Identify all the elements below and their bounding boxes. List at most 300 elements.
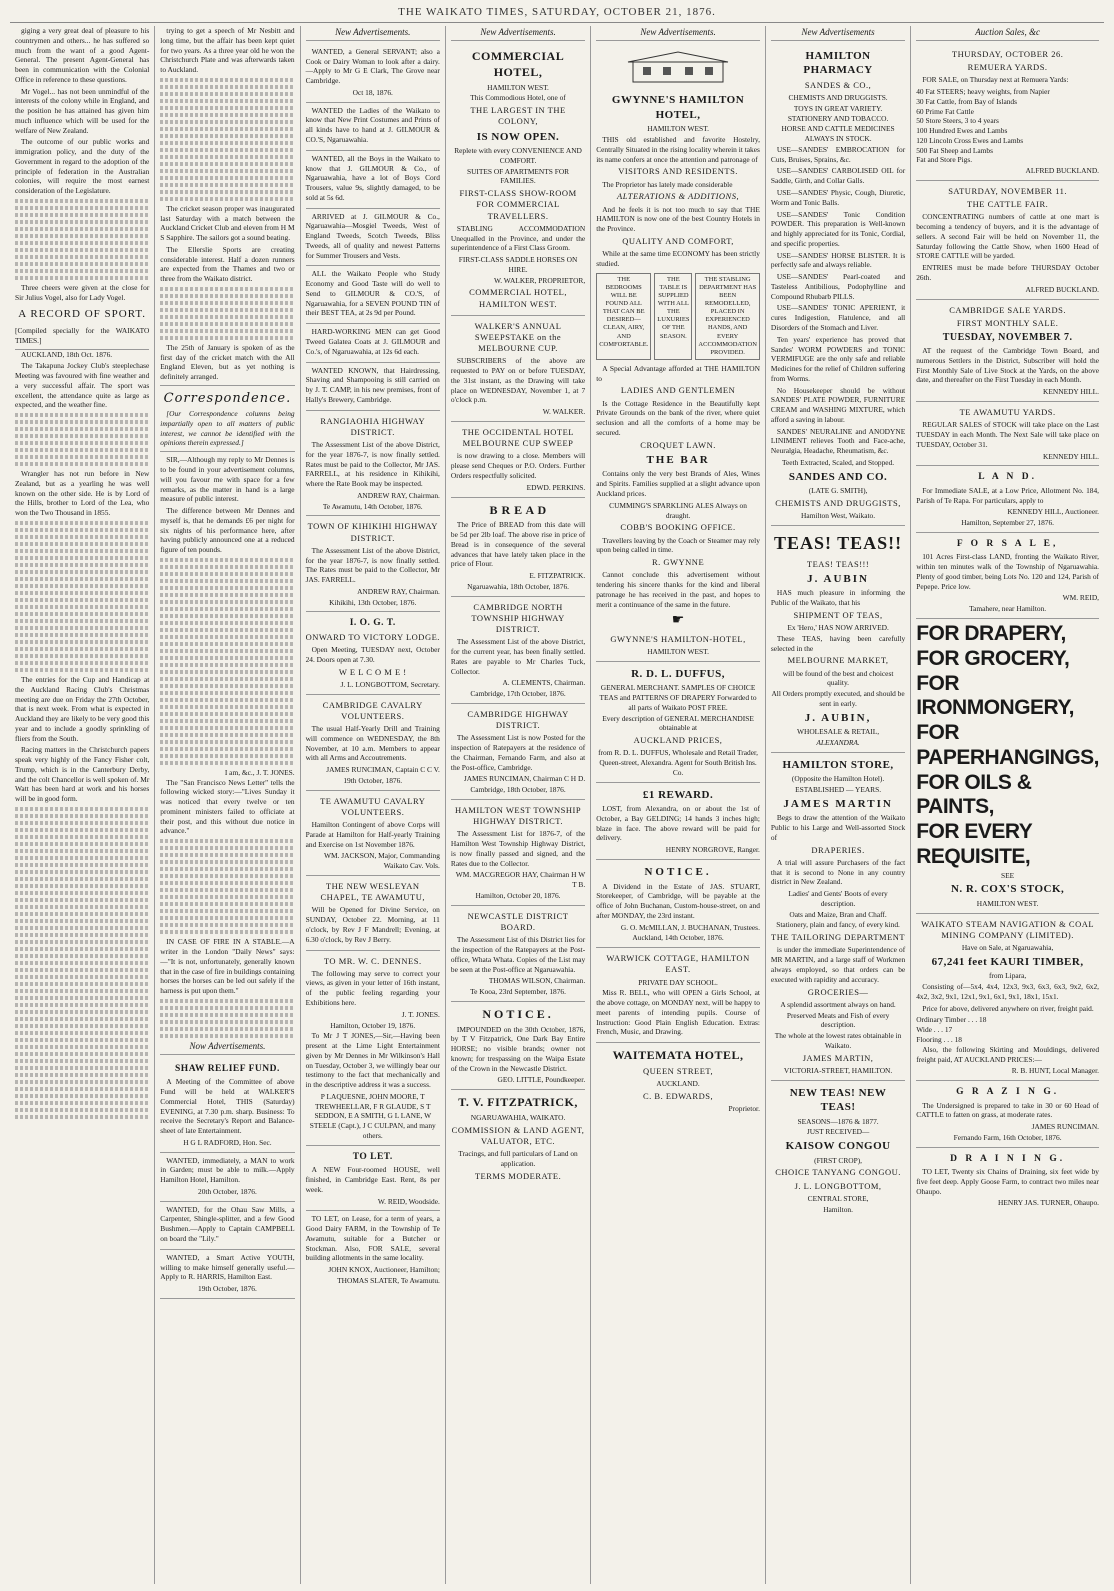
ad-hamilton-west-highway xyxy=(451,800,585,906)
ad-subtitle: HAMILTON WEST. xyxy=(647,124,709,134)
ad-line: AUCKLAND. xyxy=(656,1079,700,1089)
ad-fitzpatrick xyxy=(451,1090,585,1187)
ad-signature: R. GWYNNE xyxy=(651,557,705,568)
divider xyxy=(160,385,294,386)
article-paragraph: giging a very great deal of pleasure to his countrymen and others... he has suffered so much from the want of a good Agent-General. The present Agent-General has been in communication with the Colonial Office in reference to these questions. xyxy=(15,26,150,84)
ad-title: NEW TEAS! NEW TEAS! xyxy=(789,1086,887,1114)
article-text-block xyxy=(160,839,294,934)
ad-use-item: USE—SANDES' EMBROCATION for Cuts, Bruises, Sprains, &c. xyxy=(770,144,906,164)
ad-line: A splendid assortment always on hand. xyxy=(780,999,896,1009)
ad-body: A NEW Four-roomed HOUSE, well finished, in Cambridge East. Rent, 8s per week. xyxy=(305,1165,440,1194)
ad-title: TO LET. xyxy=(352,1151,393,1162)
ad-date: Te Kooa, 23rd September, 1876. xyxy=(470,987,566,997)
article-paragraph: The Takapuna Jockey Club's steeplechase Meeting was favoured with fine weather and a very successful affair. The sport was excellent, the attendance quite as large as expected, and the weather fine. xyxy=(15,361,150,410)
ad-body: A Special Advantage afforded at THE HAMILTON to xyxy=(596,363,760,383)
ad-body: Consisting of—5x4, 4x4, 12x3, 9x3, 6x3, 6x3, 9x2, 6x2, 4x2, 3x2, 9x1, 12x1, 9x1, 6x1, 9x1, 18x1, 15x1. xyxy=(916,982,1100,1001)
ad-bread xyxy=(451,498,585,597)
ad-footer: HAMILTON WEST. xyxy=(647,647,709,657)
ad-title: SHAW RELIEF FUND. xyxy=(175,1063,280,1074)
big-headline: FOR GROCERY, xyxy=(916,646,1070,670)
ad-subtitle: ONWARD TO VICTORY LODGE. xyxy=(305,631,440,642)
ad-te-awamutu-yards xyxy=(916,402,1099,466)
big-headline: FOR OILS & PAINTS, xyxy=(916,770,1032,819)
ad-date: Oct 18, 1876. xyxy=(352,87,393,97)
ad-signature: ANDREW RAY, Chairman. xyxy=(357,586,440,596)
ad-body: No Housekeeper should be without SANDES' PLATE POWDER, FURNITURE CREAM and WASHING MIXTURE, which afford a saving in labour. xyxy=(770,385,906,424)
ad-body: LOST, from Alexandra, on or about the 1st of October, a Bay GELDING; 14 hands 3 inches high; blaze in face. The above reward will be paid for delivery. xyxy=(596,804,760,843)
correspondence-heading: Correspondence. xyxy=(163,391,292,407)
big-headline: FOR PAPERHANGINGS, xyxy=(916,721,1100,769)
ad-body: While at the same time ECONOMY has been strictly studied. xyxy=(596,249,760,268)
ad-line: MELBOURNE MARKET, xyxy=(787,655,889,666)
ad-date: Ngaruawahia, 18th October, 1876. xyxy=(467,581,569,591)
ad-signature: THOMAS WILSON, Chairman. xyxy=(488,976,586,986)
ad-body: WANTED, a Smart Active YOUTH, willing to make himself generally useful.—Apply to R. HARRIS, Hamilton East. xyxy=(160,1252,295,1282)
ad-line: FIRST-CLASS SHOW-ROOM FOR COMMERCIAL TRAVELLERS. xyxy=(459,188,577,221)
ad-title: COMMERCIAL HOTEL, xyxy=(471,48,565,79)
ad-body: The Assessment List of the above District, for the year 1876-7, is now finally settled. Rates must be paid to the Collector, Mr JAS. FARRELL, at his residence in Kihikihi, where the Rate Book may be inspected. xyxy=(305,440,440,489)
article-text-block xyxy=(160,999,294,1038)
article-paragraph: trying to get a speech of Mr Nesbitt and long time, but the affair has been kept quiet for two years. As a three year old he won the Christchurch Plate and was afterwards taken to Auckland. xyxy=(160,26,295,75)
ad-body: The Price of BREAD from this date will be 5d per 2lb loaf. The above rise in price of Bread is in consequence of the several advances that have lately taken place in the price of Flour. xyxy=(450,520,586,569)
ad-line: ESTABLISHED — YEARS. xyxy=(795,785,882,795)
ad-line: CROQUET LAWN. xyxy=(640,439,716,450)
ad-line: Ladies' and Gents' Boots of every description. xyxy=(788,889,888,908)
article-text-block xyxy=(160,78,294,201)
ad-line: CUMMING'S SPARKLING ALES Always on draught. xyxy=(609,500,747,520)
article-text-block xyxy=(15,199,149,280)
ad-signature: GEO. LITTLE, Poundkeeper. xyxy=(497,1075,586,1085)
ad-line: SEE xyxy=(1001,870,1015,880)
ad-line: LADIES AND GENTLEMEN xyxy=(620,385,736,396)
ad-signature: G. O. McMILLAN, J. BUCHANAN, Trustees. xyxy=(620,922,760,932)
ad-gilmour-trousers xyxy=(306,151,440,209)
ad-body: The following may serve to correct your views, as given in your letter of 16th instant, of the public feeling regarding your Exhibitions here. xyxy=(305,968,440,1008)
ad-signature: EDWD. PERKINS. xyxy=(526,482,586,492)
ad-name: J. AUBIN xyxy=(807,572,869,585)
list-item: 60 Prime Fat Cattle xyxy=(916,106,974,116)
building-engraving-icon xyxy=(596,50,760,90)
ad-signature: A. CLEMENTS, Chairman. xyxy=(502,678,586,688)
ad-line: JUST RECEIVED— xyxy=(806,1127,870,1137)
ad-signature: KENNEDY HILL. xyxy=(1043,387,1100,397)
ad-duffus xyxy=(596,662,760,783)
ad-newcastle-board xyxy=(451,906,585,1002)
ad-line: Oats and Maize, Bran and Chaff. xyxy=(789,909,887,919)
ad-body: A Dividend in the Estate of JAS. STUART, Storekeeper, of Cambridge, will be payable at the office of John Buchanan, Custom-house-street, on and after MONDAY, the 23rd instant. xyxy=(596,881,760,920)
ad-body: To Mr J T JONES,—Sir,—Having been present at the Lime Light Entertainment given by Mr Dennes in Mr Wilkinson's Hall on Tuesday, October 3, we willingly bear our testimony to the fact that mechanically and in the descriptive address it was a success. xyxy=(305,1031,440,1090)
ad-body: The Assessment List of this District lies for the inspection of the Ratepayers at the Post-office, Whata Whata. Copies of the List may be seen at the Post-office at Ngaruawahia. xyxy=(450,935,586,974)
article-paragraph: The outcome of our public works and immigration policy, and the duty of the Government in regard to the adoption of the principle of federation in the Australian colonies, will require the most earnest consideration of the Legislature. xyxy=(15,137,150,196)
section-heading: Auction Sales, &c xyxy=(916,27,1099,41)
ad-line: Have on Sale, at Ngaruawahia, xyxy=(961,943,1054,953)
ad-line: This Commodious Hotel, one of xyxy=(470,93,566,103)
column-3 xyxy=(301,26,446,1584)
ad-title: B R E A D xyxy=(489,502,547,517)
ad-cambridge-sale-yards xyxy=(916,300,1099,402)
column-2 xyxy=(155,26,300,1584)
ad-date: Cambridge, 17th October, 1876. xyxy=(470,689,566,699)
ad-wanted-man xyxy=(160,1153,294,1202)
ad-hamilton-pharmacy xyxy=(771,44,905,526)
ad-signature: WM. JACKSON, Major, Commanding Waikato Cav. Vols. xyxy=(323,851,440,871)
ad-title: CAMBRIDGE HIGHWAY DISTRICT. xyxy=(467,708,569,731)
letter-paragraph: SIR,—Although my reply to Mr Dennes is to be found in your advertisement columns, will you favour me with space for a few remarks, as the matter in hand is a large measure of public interest. xyxy=(160,455,295,504)
ad-title: HAMILTON WEST TOWNSHIP HIGHWAY DISTRICT. xyxy=(455,804,582,827)
ad-line: FIRST-CLASS SADDLE HORSES ON HIRE. xyxy=(458,255,578,274)
ad-body: HARD-WORKING MEN can get Good Tweed Galatea Coats at J. GILMOUR and Co.'s, of Ngaruawahia, at 12s 6d each. xyxy=(305,327,440,356)
ad-occidental-sweep xyxy=(451,422,585,498)
ad-date: 19th October, 1876. xyxy=(343,775,403,785)
ad-subtitle: TEAS! TEAS!!! xyxy=(806,558,870,569)
ad-line: SUITES OF APARTMENTS FOR FAMILIES. xyxy=(466,166,570,186)
ad-line: ALTERATIONS & ADDITIONS, xyxy=(617,191,740,202)
column-1 xyxy=(10,26,155,1584)
ad-body: Travellers leaving by the Coach or Steamer may rely upon being called in time. xyxy=(596,535,760,555)
ad-wanted-servant xyxy=(306,44,440,103)
ad-date: THURSDAY, OCTOBER 26. xyxy=(951,48,1064,59)
ad-subtitle: NGARUAWAHIA, WAIKATO. xyxy=(470,1113,566,1123)
ad-cambridge-highway xyxy=(451,704,585,800)
ad-body: REGULAR SALES of STOCK will take place on the Last TUESDAY in each Month. The Next Sale will take place on TUESDAY, October 31. xyxy=(916,420,1100,449)
ad-new-teas xyxy=(771,1081,905,1219)
ad-footer: GWYNNE'S HAMILTON-HOTEL, xyxy=(610,633,746,644)
column-6 xyxy=(766,26,911,1584)
ad-body: Begs to draw the attention of the Waikato Public to his Large and Well-assorted Stock of xyxy=(770,813,906,842)
ad-line: Ordinary Timber . . . 18 xyxy=(916,1015,987,1025)
ad-body: The Assessment List is now Posted for the inspection of Ratepayers at the residence of the Chairman, Fernando Farm, and also at the Post-office, Cambridge. xyxy=(450,733,586,772)
ad-name: JAMES MARTIN xyxy=(783,797,893,810)
ad-signature: Proprietor. xyxy=(728,1104,760,1114)
ad-title: HAMILTON PHARMACY xyxy=(803,49,873,77)
ad-welcome: W E L C O M E ! xyxy=(338,666,407,677)
ad-line: Teeth Extracted, Scaled, and Stopped. xyxy=(781,457,895,467)
ad-body: WANTED, immediately, a MAN to work in Garden; must be able to milk.—Apply Hamilton Hotel, Hamilton. xyxy=(160,1155,295,1185)
section-heading: New Advertisements xyxy=(771,27,905,41)
ad-body: TO LET, Twenty six Chains of Draining, six feet wide by five feet deep. Apply Goose Farm, to contract two miles near Ohaupo. xyxy=(916,1167,1100,1196)
ad-signature: ALFRED BUCKLAND. xyxy=(1025,284,1100,294)
ad-body: SUBSCRIBERS of the above are requested to PAY on or before TUESDAY, the 31st instant, as the Drawing will take place on WEDNESDAY, November 1, at 7 o'clock p.m. xyxy=(450,356,586,405)
ad-signature: WM. REID, xyxy=(1062,593,1100,603)
ad-signature: Hamilton. xyxy=(823,1204,853,1214)
ad-to-let-farm xyxy=(306,1211,440,1289)
ad-use-item: USE—SANDES' CARBOLISED OIL for Saddle, Girth, and Collar Galls. xyxy=(770,166,906,186)
ad-waitemata-hotel xyxy=(596,1043,760,1118)
ad-signature: HENRY NORGROVE, Ranger. xyxy=(665,845,760,855)
ad-title: TO MR. W. C. DENNES. xyxy=(323,955,422,966)
ad-line: AUCKLAND PRICES, xyxy=(633,735,723,746)
ad-line: Ex 'Hero,' HAS NOW ARRIVED. xyxy=(787,623,889,633)
ad-land xyxy=(916,466,1099,533)
ad-signature: J. AUBIN, xyxy=(804,711,872,724)
ad-body: GENERAL MERCHANT. SAMPLES OF CHOICE TEAS and PATTERNS OF DRAPERY Forwarded to all parts of Waikato POST FREE. xyxy=(599,683,757,712)
ad-signature: VICTORIA-STREET, HAMILTON. xyxy=(783,1065,893,1075)
ad-signature: KENNEDY HILL. xyxy=(1043,451,1100,461)
ad-body: is now drawing to a close. Members will please send Cheques or P.O. Orders. Further Orders respectfully solicited. xyxy=(450,451,586,480)
ad-body: Cannot conclude this advertisement without tendering his sincere thanks for the kind and liberal patronage he has received in the past, and hopes to merit a continuance of the same in the future. xyxy=(596,570,760,609)
ad-aubin-teas xyxy=(771,526,905,753)
ad-line: THE TAILORING DEPARTMENT xyxy=(771,932,906,943)
ad-date: Te Awamutu, 14th October, 1876. xyxy=(322,501,423,511)
ad-signature: W. WALKER, PROPRIETOR, xyxy=(493,275,586,285)
ad-subtitle: FIRST MONTHLY SALE. xyxy=(956,317,1059,328)
ad-use-item: USE—SANDES' TONIC APERIENT, it cures Indigestion, Flatulence, and all Disorders of the Stomach and Liver. xyxy=(770,303,906,332)
ad-title: NEWCASTLE DISTRICT BOARD. xyxy=(467,910,569,932)
ad-wanted-youth xyxy=(160,1250,294,1299)
ad-body: Contains only the very best Brands of Ales, Wines and Spirits. Families supplied at a slight advance upon Auckland prices. xyxy=(596,469,760,499)
ad-body: Will be Opened for Divine Service, on SUNDAY, October 22. Morning, at 11 o'clock, by Rev J F Mandrell; Evening, at 6.30 o'clock, by Rev J Berry. xyxy=(305,905,440,944)
ad-body: The usual Half-Yearly Drill and Training will commence on WEDNESDAY, the 8th November, at 10 a.m. Members to appear with all Arms and Accoutrements. xyxy=(305,724,440,763)
ad-line: Tracings, and full particulars of Land on application. xyxy=(458,1149,578,1169)
ad-hairdressing xyxy=(306,363,440,411)
ad-line: COBB'S BOOKING OFFICE. xyxy=(620,522,736,533)
ad-body: Hamilton Contingent of above Corps will Parade at Hamilton for Half-yearly Training and Exercise on 1st November 1876. xyxy=(305,820,440,849)
ad-line: DRAPERIES. xyxy=(811,844,865,855)
ad-body: ALL the Waikato People who Study Economy and Good Taste will do well to Send to GILMOUR & CO.'S, of Ngaruawahia, for a SEVEN POUND TIN of their BEST TEA, at 2s 9d per Pound. xyxy=(305,269,440,318)
ad-line: TOYS IN GREAT VARIETY. STATIONERY AND TOBACCO. xyxy=(787,103,889,123)
ad-date: Fernando Farm, 16th October, 1876. xyxy=(953,1132,1062,1142)
article-paragraph: The "San Francisco News Letter" tells the following wicked story:—"Lives Sunday it was noticed that every twelve or ten prominent ministers failed to officiate at their post, and this without due notice in advance." xyxy=(160,777,295,836)
ad-title: CAMBRIDGE SALE YARDS. xyxy=(949,304,1066,315)
ad-title: CAMBRIDGE CAVALRY VOLUNTEERS. xyxy=(322,699,423,721)
list-item: 500 Fat Sheep and Lambs xyxy=(916,145,993,155)
ad-title: THE CATTLE FAIR. xyxy=(966,199,1049,210)
ad-line: SEASONS—1876 & 1877. xyxy=(797,1116,879,1126)
ad-body: For Immediate SALE, at a Low Price, Allotment No. 184, Parish of Te Rapa. For particulars, apply to xyxy=(916,485,1100,505)
big-headline: FOR EVERY REQUISITE, xyxy=(916,820,1032,868)
ad-title: R. D. L. DUFFUS, xyxy=(631,667,725,680)
ad-walkers-sweepstake xyxy=(451,316,585,422)
ad-te-awamutu-cavalry xyxy=(306,791,440,876)
column-7 xyxy=(911,26,1104,1584)
ad-names: P LAQUESNE, JOHN MOORE, T TREWHEELLAR, F R GLAUDE, S T SEDDON, E A SMITH, G L LANE, W STEELE (Capt.), J C CULPAN, and many others. xyxy=(309,1091,436,1140)
ad-hamilton-store xyxy=(771,753,905,1081)
ad-subtitle: (Opposite the Hamilton Hotel). xyxy=(791,774,885,784)
ad-date: Hamilton, October 20, 1876. xyxy=(475,891,561,901)
feature-table: THE TABLE IS SUPPLIED WITH ALL THE LUXURIES OF THE SEASON. xyxy=(654,273,692,360)
ad-body: The Assessment List of the above District, for the current year, has been finally settled. Rates are payable to Mr Charles Tuck, Collector. xyxy=(450,637,586,676)
ad-line: GROCERIES— xyxy=(807,986,869,997)
ad-to-dennes xyxy=(306,951,440,1146)
ad-body: SANDES' NEURALINE and ANODYNE LINIMENT relieves Tooth and Face-ache, Neuralgia, Headache, Rheumatism, &c. xyxy=(770,426,906,456)
masthead-rule xyxy=(10,22,1104,23)
ad-cambridge-cavalry xyxy=(306,695,440,791)
ad-gilmour-coats xyxy=(306,324,440,362)
ad-signature: C. B. EDWARDS, xyxy=(643,1090,714,1101)
ad-line: COMMISSION & LAND AGENT, VALUATOR, ETC. xyxy=(451,1124,585,1147)
ad-wanted-carpenter xyxy=(160,1202,294,1250)
ad-body: Every description of GENERAL MERCHANDISE obtainable at xyxy=(602,713,754,733)
ad-body: The Proprietor has lately made considerable xyxy=(602,179,733,189)
ad-title: T. V. FITZPATRICK, xyxy=(458,1095,578,1110)
letter-signature: I am, &c., J. T. JONES. xyxy=(224,767,295,777)
ad-line: HAMILTON WEST. xyxy=(976,898,1039,908)
ad-date: Hamilton, September 27, 1876. xyxy=(961,518,1054,528)
article-paragraph: Racing matters in the Christchurch papers speak very highly of the Fancy Fisher colt, Trump, which is in the Canterbury Derby, and the colt Chancellor is well spoken of. Mr Watt has been hard at work and his horses will be in good form. xyxy=(15,745,150,804)
article-paragraph: Mr Vogel... has not been unmindful of the interests of the colony while in England, and the position he has attained has given him much influence which will be used for the welfare of New Zealand. xyxy=(15,86,150,135)
ad-signature: WM. MACGREGOR HAY, Chairman H W T B. xyxy=(455,870,586,890)
ad-use-item: USE—SANDES' Tonic Condition POWDER. This preparation is Well-known and highly appreciated for its Tonic, Cordial, and specific properties. xyxy=(770,209,906,248)
ad-dividend-notice xyxy=(596,860,760,948)
ad-body: HAS much pleasure in informing the Public of the Waikato, that his xyxy=(770,588,906,608)
ad-body: Ten years' experience has proved that Sandes' WORM POWDERS and TONIC VERMIFUGE are the only safe and reliable Medicines for the relief of Children suffering from Worms. xyxy=(770,334,906,383)
ad-body: Open Meeting, TUESDAY next, October 24. Doors open at 7.30. xyxy=(305,645,440,664)
ad-list xyxy=(916,87,1099,165)
ad-shaw-relief xyxy=(160,1058,294,1153)
ad-title: TE AWAMUTU CAVALRY VOLUNTEERS. xyxy=(320,795,426,817)
list-item: Fat and Store Pigs. xyxy=(916,155,973,165)
ad-title: G R A Z I N G. xyxy=(956,1087,1060,1098)
ad-title: NOTICE. xyxy=(482,1006,554,1021)
ad-line: HORSE AND CATTLE MEDICINES ALWAYS IN STOCK. xyxy=(781,124,895,144)
ad-line: TERMS MODERATE. xyxy=(474,1170,562,1181)
ad-title: £1 REWARD. xyxy=(642,788,714,801)
feature-stabling: THE STABLING DEPARTMENT HAS BEEN REMODELLED, PLACED IN EXPERIENCED HANDS, AND EVERY ACCOMMODATION PROVIDED. xyxy=(695,273,760,360)
ad-date: 20th October, 1876. xyxy=(198,1186,257,1196)
ad-line: will be found of the best and choicest quality. xyxy=(782,668,894,688)
list-item: 100 Hundred Ewes and Lambs xyxy=(916,126,1008,136)
ad-line: CHOICE TANYANG CONGOU. xyxy=(775,1167,901,1178)
big-headline: FOR DRAPERY, xyxy=(916,621,1066,645)
ad-line: Flooring . . . 18 xyxy=(916,1035,963,1044)
ad-body: TO LET, on Lease, for a term of years, a Good Dairy FARM, in the Township of Te Awamutu, suitable for a Butcher or Stockman. Also, FOR SALE, several building allotments in the same locality. xyxy=(305,1214,440,1263)
ad-line: 67,241 feet KAURI TIMBER, xyxy=(931,955,1084,968)
ad-body: And he feels it is not too much to say that THE HAMILTON is now one of the best Country Hotels in the Province. xyxy=(596,204,760,234)
ad-remuera-yards xyxy=(916,44,1099,181)
ad-rangiaohia-highway xyxy=(306,411,440,517)
ad-signature: W. WALKER. xyxy=(542,407,586,417)
ad-body: A trial will assure Purchasers of the fact that it is second to None in any country district in New Zealand. xyxy=(770,857,906,887)
ad-line: Hamilton West, Waikato. xyxy=(801,511,876,521)
ad-line: All Orders promptly executed, and should be sent in early. xyxy=(771,689,905,708)
ad-date: Cambridge, 18th October, 1876. xyxy=(470,785,566,795)
ad-title: N. R. COX'S STOCK, xyxy=(950,883,1065,896)
ad-line: from Lipara, xyxy=(988,971,1027,981)
ad-title: THE NEW WESLEYAN CHAPEL, TE AWAMUTU, xyxy=(320,881,425,903)
ad-impounded-notice xyxy=(451,1002,585,1090)
ad-gwynnes-hotel xyxy=(596,44,760,662)
ad-title: WAIKATO STEAM NAVIGATION & COAL MINING COMPANY (LIMITED). xyxy=(921,918,1095,940)
ad-to-let-house xyxy=(306,1146,440,1212)
ad-date: TUESDAY, NOVEMBER 7. xyxy=(942,331,1073,343)
ad-body: Is the Cottage Residence in the Beautifully kept Private Grounds on the bank of the river, where quiet seclusion and all the comforts of a home may be secured. xyxy=(596,398,760,437)
ad-body: WANTED, for the Ohau Saw Mills, a Carpenter, Shingle-splitter, and a few Good Bushmen.—Apply to Captain CAMPBELL on board the "Lily." xyxy=(160,1204,295,1243)
ad-title: THE OCCIDENTAL HOTEL MELBOURNE CUP SWEEP xyxy=(462,427,574,449)
ad-line: (FIRST CROP), xyxy=(814,1155,863,1165)
ad-line: VISITORS AND RESIDENTS. xyxy=(618,166,738,177)
ad-subtitle: PRIVATE DAY SCHOOL. xyxy=(638,977,718,987)
ad-signature: E. FITZPATRICK. xyxy=(529,571,586,581)
ad-signature: W. REID, Woodside. xyxy=(377,1196,440,1206)
ad-gilmour-prints xyxy=(306,103,440,151)
ad-body: WANTED, a General SERVANT; also a Cook or Dairy Woman to look after a dairy.—Apply to Mr G E Clark, The Grove near Cambridge. xyxy=(305,46,440,86)
ad-body: The Assessment List for 1876-7, of the Hamilton West Township Highway District, is now finally passed and signed, and the Rates due to the Collector. xyxy=(450,829,586,868)
ad-cox-stock xyxy=(916,619,1099,914)
ad-kihikihi-highway xyxy=(306,516,440,612)
ad-cattle-fair xyxy=(916,181,1099,300)
article-paragraph: Three cheers were given at the close for Sir Julius Vogel, also for Lady Vogel. xyxy=(15,283,150,302)
list-item: 40 Fat STEERS; heavy weights, from Napier xyxy=(916,87,1050,97)
ad-title: WALKER'S ANNUAL SWEEPSTAKE on the MELBOURNE CUP. xyxy=(474,320,562,354)
columns xyxy=(10,26,1104,1584)
list-item: 50 Store Steers, 3 to 4 years xyxy=(916,116,999,126)
ad-signature: JOHN KNOX, Auctioneer, Hamilton; xyxy=(328,1265,440,1275)
big-headlines xyxy=(916,622,1099,870)
hand-pointer-icon: ☛ xyxy=(671,613,685,629)
ad-body: is under the immediate Superintendence of MR MARTIN, and a large staff of Workmen always employed, so that orders can be executed with rapidity and accuracy. xyxy=(770,945,906,984)
ad-wesleyan-chapel xyxy=(306,876,440,951)
ad-signature: JAMES MARTIN, xyxy=(802,1052,874,1063)
letter-paragraph: The difference between Mr Dennes and myself is, that he demands £6 per night for six nights of his performance here, after having publicly announced one at a reduced figure of ten pounds. xyxy=(160,506,295,555)
ad-grazing xyxy=(916,1081,1099,1148)
ad-line: (LATE G. SMITH), xyxy=(808,486,868,496)
ad-signature: THOMAS SLATER, Te Awamutu. xyxy=(337,1275,440,1285)
ad-body: These TEAS, having been carefully selected in the xyxy=(770,633,906,653)
column-5 xyxy=(591,26,766,1584)
ad-title: RANGIAOHIA HIGHWAY DISTRICT. xyxy=(320,415,426,437)
ad-line: WHOLESALE & RETAIL, xyxy=(797,727,880,737)
ad-signature: ANDREW RAY, Chairman. xyxy=(357,490,440,500)
article-paragraph: The cricket season proper was inaugurated last Saturday with a match between the Auckland Cricket Club and eleven from H M S Sapphire. The sailors got a sound beating. xyxy=(160,203,295,243)
letter-text-block xyxy=(160,558,294,765)
ad-line: THE BAR xyxy=(646,453,710,466)
ad-line: KAISOW CONGOU xyxy=(785,1140,891,1153)
ad-line: ALEXANDRA. xyxy=(816,738,860,748)
ad-title: F O R S A L E, xyxy=(956,538,1059,549)
ad-commercial-hotel xyxy=(451,44,585,316)
sport-heading: A RECORD OF SPORT. xyxy=(18,307,147,320)
ad-date: Hamilton, October 19, 1876. xyxy=(330,1020,416,1030)
ad-line: Stationery, plain and fancy, of every kind. xyxy=(776,920,900,930)
ad-signature: J. L. LONGBOTTOM, xyxy=(794,1180,882,1191)
ad-title: TE AWAMUTU YARDS. xyxy=(959,406,1056,417)
ad-line: CHEMISTS AND DRUGGISTS, xyxy=(775,497,901,508)
ad-steam-navigation xyxy=(916,914,1099,1081)
article-paragraph: Wrangler has not run before in New Zealand, but as a yearling he was well known on the other side. He is by Lord of the Hills, brother to Lord of the Lea, who won the Two Thousand in 1855. xyxy=(15,469,150,518)
column-4 xyxy=(446,26,591,1584)
ad-title: NOTICE. xyxy=(644,866,712,878)
ad-line: Wide . . . 17 xyxy=(916,1025,953,1035)
ad-date: 19th October, 1876. xyxy=(198,1284,257,1294)
ad-signature: KENNEDY HILL, Auctioneer. xyxy=(1007,507,1100,517)
article-paragraph: The Ellerslie Sports are creating considerable interest. Half a dozen runners are expected from the Thames and two or three from the Waikato district. xyxy=(160,244,295,284)
ad-title: D R A I N I N G. xyxy=(950,1153,1066,1164)
section-heading: New Advertisements. xyxy=(451,27,585,41)
ad-title: L A N D. xyxy=(978,472,1038,483)
ad-title: I. O. G. T. xyxy=(349,618,396,629)
ad-signature: CENTRAL STORE, xyxy=(807,1193,869,1203)
ad-signature: ALFRED BUCKLAND. xyxy=(1025,166,1100,176)
ad-draining xyxy=(916,1148,1099,1213)
ad-title: WARWICK COTTAGE, HAMILTON EAST. xyxy=(606,953,750,975)
ad-body: 101 Acres First-class LAND, fronting the Waikato River, within ten minutes walk of the Township of Ngaruawahia. Plenty of good timber, being Lots No. 120 and 124, Parish of Pepepe. Price low. xyxy=(916,552,1100,591)
ad-body: AT the request of the Cambridge Town Board, and numerous Settlers in the District, Subscriber will hold the First Monthly Sale of Live Stock at the Yards, on the above date, and thereafter on the First Tuesday in each Month. xyxy=(916,346,1100,385)
article-paragraph: The entries for the Cup and Handicap at the Auckland Racing Club's Christmas meeting are due on Friday the 27th October, that is next week. From what is expected in Auckland they are likely to be very good this year and to include a goodly sprinkling of fliers from the South. xyxy=(15,675,150,743)
ad-body: FOR SALE, on Thursday next at Remuera Yards: xyxy=(922,75,1069,85)
ad-use-item: USE—SANDES' Pearl-coated and Tasteless Antibilious, Podophylline and Compound Rhubarb PILLS. xyxy=(770,272,906,301)
big-headline: FOR IRONMONGERY, xyxy=(916,671,1074,720)
ad-gilmour-tweeds xyxy=(306,209,440,267)
ad-body: CONCENTRATING numbers of cattle at one mart is becoming a tendency of buyers, and it is the advantage of sellers. A second Fair will be held on November 11, the Saturday following the Cattle Show, when 1600 Head of STORE CATTLE will be yarded. xyxy=(916,212,1100,261)
ad-subtitle: HAMILTON WEST. xyxy=(487,82,549,92)
ad-line: The whole at the lowest rates obtainable in Waikato. xyxy=(774,1031,902,1050)
ad-body: WANTED the Ladies of the Waikato to know that New Print Costumes and Prints of all kinds have to hand at J. GILMOUR & CO.'S, Ngaruawahia. xyxy=(305,105,440,144)
ad-body: Also, the following Skirting and Mouldings, delivered freight paid, AT AUCKLAND PRICES:— xyxy=(916,1044,1100,1064)
ad-body: Miss R. BELL, who will OPEN a Girls School, at the above cottage, on MONDAY next, will be happy to meet parents of intending pupils. Course of Instruction: Good Plain English Education. Extras: French, Music, and Drawing. xyxy=(596,988,760,1037)
ad-body: WANTED KNOWN, that Hairdressing, Shaving and Shampooing is still carried on by J. T. CAMP, in his new premises, front of Hally's Brewery, Cambridge. xyxy=(305,365,440,404)
ad-use-item: USE—SANDES' HORSE BLISTER. It is perfectly safe and always reliable. xyxy=(770,250,906,270)
ad-body: THIS old established and favorite Hostelry, Centrally Situated in the rising locality wherein it takes its name confers at once the attention and patronage of xyxy=(596,135,760,164)
